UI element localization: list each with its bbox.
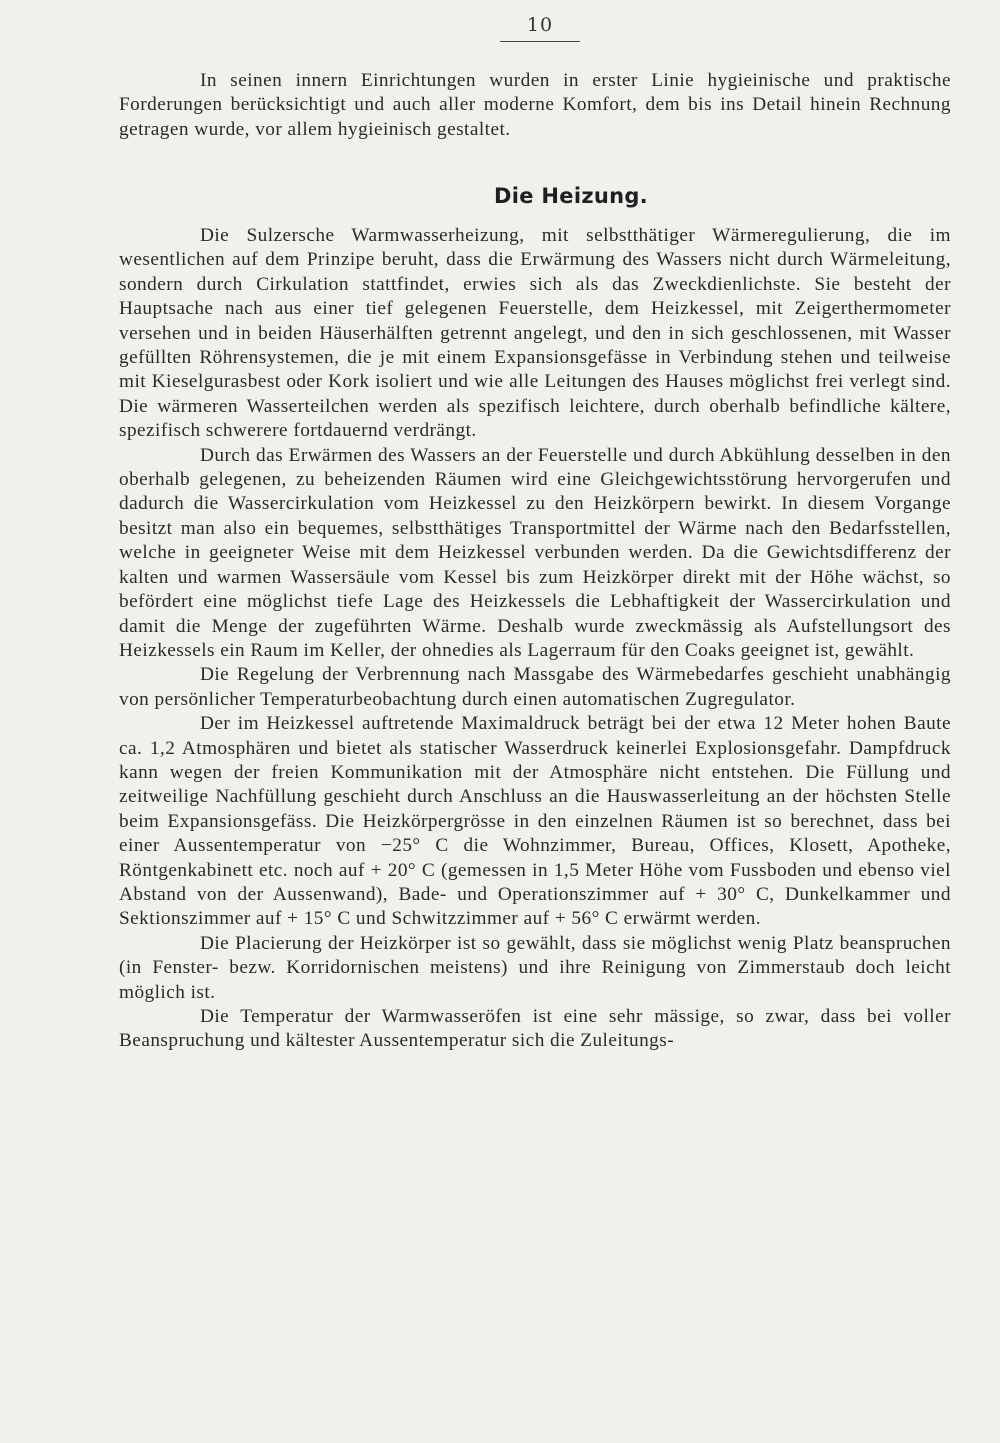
intro-paragraph: In seinen innern Einrichtungen wurden in erster Linie hygieinische und praktische Forderungen berücksichtigt und auch aller moderne Komfort, dem bis ins Detail hinein Rechnung getragen wurde, vor allem hygieinisch gestaltet.	[119, 70, 951, 140]
paragraph-water-circulation: Durch das Erwärmen des Wassers an der Feuerstelle und durch Abkühlung desselben in den oberhalb gelegenen, zu beheizenden Räumen wird eine Gleichgewichtsstörung hervorgerufen und dadurch die Wassercirkulation vom Heizkessel zu den Heizkörpern bewirkt. In diesem Vorgange besitzt man also ein bequemes, selbstthätiges Transportmittel der Wärme nach den Bedarfsstellen, welche in geeigneter Weise mit dem Heizkessel verbunden werden. Da die Gewichtsdifferenz der kalten und warmen Wassersäule vom Kessel bis zum Heizkörper direkt mit der Höhe wächst, so befördert eine möglichst tiefe Lage des Heizkessels die Lebhaftigkeit der Wassercirkulation und damit die Menge der zugeführten Wärme. Deshalb wurde zweckmässig als Aufstellungsort des Heizkessels ein Raum im Keller, der ohnedies als Lagerraum für den Coaks geeignet ist, gewählt.	[119, 444, 951, 661]
page-number: 10	[526, 14, 554, 36]
paragraph-combustion-control: Die Regelung der Verbrennung nach Massgabe des Wärmebedarfes geschieht unabhängig von persönlicher Temperaturbeobachtung durch einen automatischen Zugregulator.	[119, 664, 951, 710]
page-number-rule	[500, 41, 580, 42]
paragraph-oven-temperature: Die Temperatur der Warmwasseröfen ist eine sehr mässige, so zwar, dass bei voller Beanspruchung und kältester Aussentemperatur sich die Zuleitungs-	[119, 1006, 951, 1052]
paragraph-heating-system: Die Sulzersche Warmwasserheizung, mit selbstthätiger Wärmeregulierung, die im wesentlichen auf dem Prinzipe beruht, dass die Erwärmung des Wassers nicht durch Wärmeleitung, sondern durch Cirkulation stattfindet, erwies sich als das Zweckdienlichste. Sie besteht der Hauptsache nach aus einer tief gelegenen Feuerstelle, dem Heizkessel, mit Zeigerthermometer versehen und in beiden Häuserhälften getrennt angelegt, und den in sich geschlossenen, mit Wasser gefüllten Röhrensystemen, die je mit einem Expansionsgefässe in Verbindung stehen und teilweise mit Kieselgurasbest oder Kork isoliert und wie alle Leitungen des Hauses möglichst frei verlegt sind. Die wärmeren Wasserteilchen werden als spezifisch leichtere, durch oberhalb befindliche kältere, spezifisch schwerere fortdauernd verdrängt.	[119, 225, 951, 442]
paragraph-pressure-temperatures: Der im Heizkessel auftretende Maximaldruck beträgt bei der etwa 12 Meter hohen Baute ca. 1,2 Atmosphären und bietet als statischer Wasserdruck keinerlei Explosionsgefahr. Dampfdruck kann wegen der freien Kommunikation mit der Atmosphäre nicht entstehen. Die Füllung und zeitweilige Nachfüllung geschieht durch Anschluss an die Hauswasserleitung an der höchsten Stelle beim Expansionsgefäss. Die Heizkörpergrösse in den einzelnen Räumen ist so berechnet, dass bei einer Aussentemperatur von −25° C die Wohnzimmer, Bureau, Offices, Klosett, Apotheke, Röntgenkabinett etc. noch auf + 20° C (gemessen in 1,5 Meter Höhe vom Fussboden und ebenso viel Abstand von der Aussenwand), Bade- und Operationszimmer auf + 30° C, Dunkelkammer und Sektionszimmer auf + 15° C und Schwitzzimmer auf + 56° C erwärmt werden.	[119, 713, 951, 930]
section-heading-text: Die Heizung.	[494, 184, 648, 208]
section-body	[119, 224, 951, 1054]
section-heading	[119, 184, 951, 208]
paragraph-radiator-placement: Die Placierung der Heizkörper ist so gewählt, dass sie möglichst wenig Platz beanspruchen (in Fenster- bezw. Korridornischen meistens) und ihre Reinigung von Zimmerstaub doch leicht möglich ist.	[119, 932, 951, 1003]
intro-text	[119, 69, 951, 142]
